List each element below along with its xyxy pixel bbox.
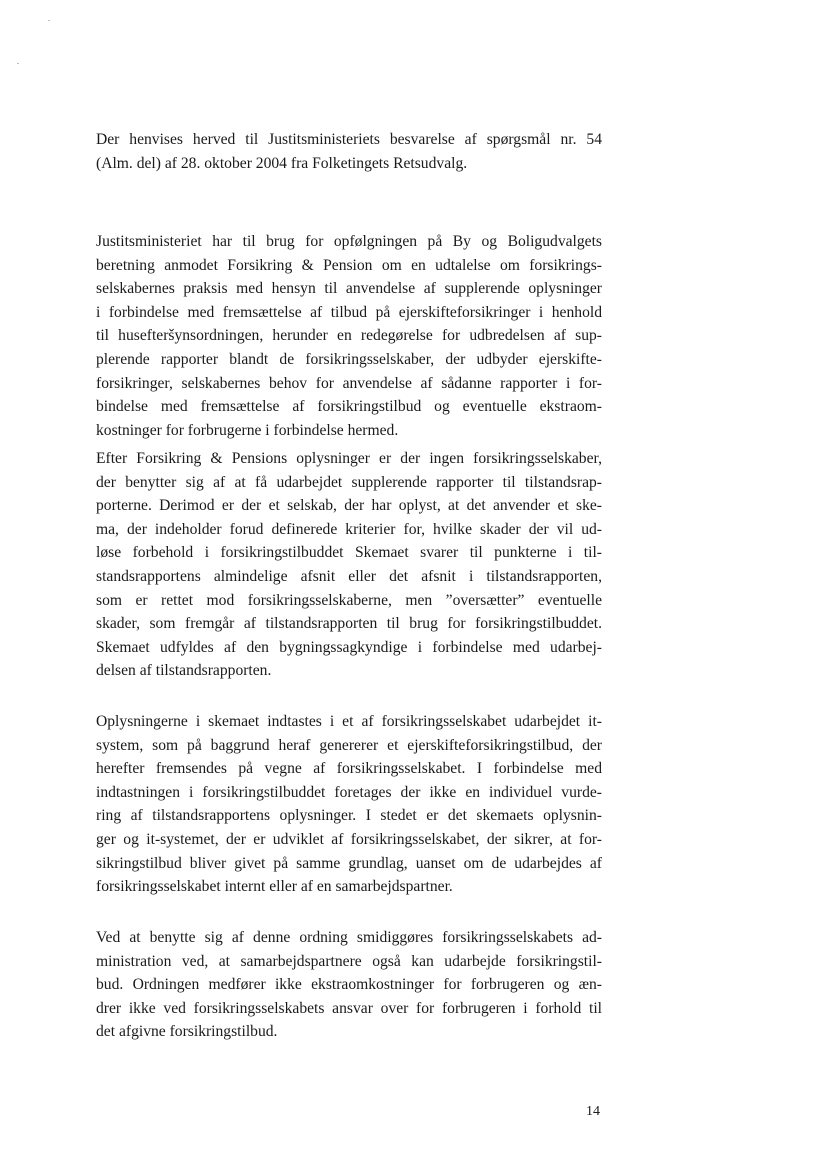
text-line: løse forbehold i forsikringstilbuddet Skemaet svarer til punkterne i til-: [96, 544, 602, 562]
page-number: 14: [586, 1104, 600, 1119]
text-line: ger og it-systemet, der er udviklet af forsikringsselskabet, der sikrer, at for-: [96, 830, 602, 848]
text-line: Der henvises herved til Justitsministeriets besvarelse af spørgsmål nr. 54: [96, 131, 602, 148]
scan-speck: [48, 20, 50, 21]
text-line: delsen af tilstandsrapporten.: [96, 662, 272, 680]
paragraph-reference: [96, 128, 602, 175]
text-line: forsikringsselskabet internt eller af en samarbejdspartner.: [96, 878, 453, 896]
text-line: (Alm. del) af 28. oktober 2004 fra Folketingets Retsudvalg.: [96, 154, 468, 172]
text-line: selskabernes praksis med hensyn til anvendelse af supplerende oplysninger: [96, 280, 602, 298]
text-line: ministration ved, at samarbejdspartnere også kan udarbejde forsikringstil-: [96, 952, 602, 970]
text-line: beretning anmodet Forsikring & Pension om en udtalelse om forsikrings-: [96, 256, 602, 274]
text-line: forsikringer, selskabernes behov for anvendelse af sådanne rapporter i for-: [96, 374, 602, 392]
text-line: ma, der indeholder forud definerede kriterier for, hvilke skader der vil ud-: [96, 520, 602, 538]
text-line: herefter fremsendes på vegne af forsikringsselskabet. I forbindelse med: [96, 760, 602, 778]
text-line: skader, som fremgår af tilstandsrapporten til brug for forsikringstilbuddet.: [96, 615, 602, 633]
text-line: bud. Ordningen medfører ikke ekstraomkostninger for forbrugeren og æn-: [96, 976, 602, 994]
text-line: standsrapportens almindelige afsnit eller det afsnit i tilstandsrapporten,: [96, 567, 602, 585]
text-line: plerende rapporter blandt de forsikringsselskaber, der udbyder ejerskifte-: [96, 350, 602, 368]
paragraph-it-system: [96, 710, 602, 899]
text-line: ring af tilstandsrapportens oplysninger. I stedet er det skemaets oplysnin-: [96, 807, 602, 825]
text-line: porterne. Derimod er der et selskab, der har oplyst, at det anvender et ske-: [96, 497, 602, 515]
text-line: kostninger for forbrugerne i forbindelse hermed.: [96, 421, 399, 439]
text-line: Skemaet udfyldes af den bygningssagkyndige i forbindelse med udarbej-: [96, 638, 602, 656]
text-line: sikringstilbud bliver givet på samme grundlag, uanset om de udarbejdes af: [96, 854, 602, 872]
text-line: system, som på baggrund heraf genererer et ejerskifteforsikringstilbud, der: [96, 736, 602, 754]
text-line: i forbindelse med fremsættelse af tilbud på ejerskifteforsikringer i henhold: [96, 303, 602, 321]
paragraph-conclusion: [96, 926, 602, 1044]
text-line: Justitsministeriet har til brug for opfølgningen på By og Boligudvalgets: [96, 233, 602, 250]
text-line: der benytter sig af at få udarbejdet supplerende rapporter til tilstandsrap-: [96, 473, 602, 491]
text-line: indtastningen i forsikringstilbuddet foretages der ikke en individuel vurde-: [96, 783, 602, 801]
paragraph-request: [96, 230, 602, 442]
scan-speck: [17, 63, 19, 64]
text-line: til husefteršynsordningen, herunder en redegørelse for udbredelsen af sup-: [96, 327, 602, 345]
text-line: drer ikke ved forsikringsselskabets ansvar over for forbrugeren i forhold til: [96, 999, 602, 1017]
text-line: Efter Forsikring & Pensions oplysninger er der ingen forsikringsselskaber,: [96, 450, 602, 467]
text-line: som er rettet mod forsikringsselskaberne, men ”oversætter” eventuelle: [96, 591, 602, 609]
text-line: det afgivne forsikringstilbud.: [96, 1023, 278, 1041]
paragraph-findings: [96, 447, 602, 683]
text-line: bindelse med fremsættelse af forsikringstilbud og eventuelle ekstraom-: [96, 398, 602, 416]
text-line: Oplysningerne i skemaet indtastes i et af forsikringsselskabet udarbejdet it-: [96, 713, 602, 730]
text-line: Ved at benytte sig af denne ordning smidiggøres forsikringsselskabets ad-: [96, 929, 602, 946]
